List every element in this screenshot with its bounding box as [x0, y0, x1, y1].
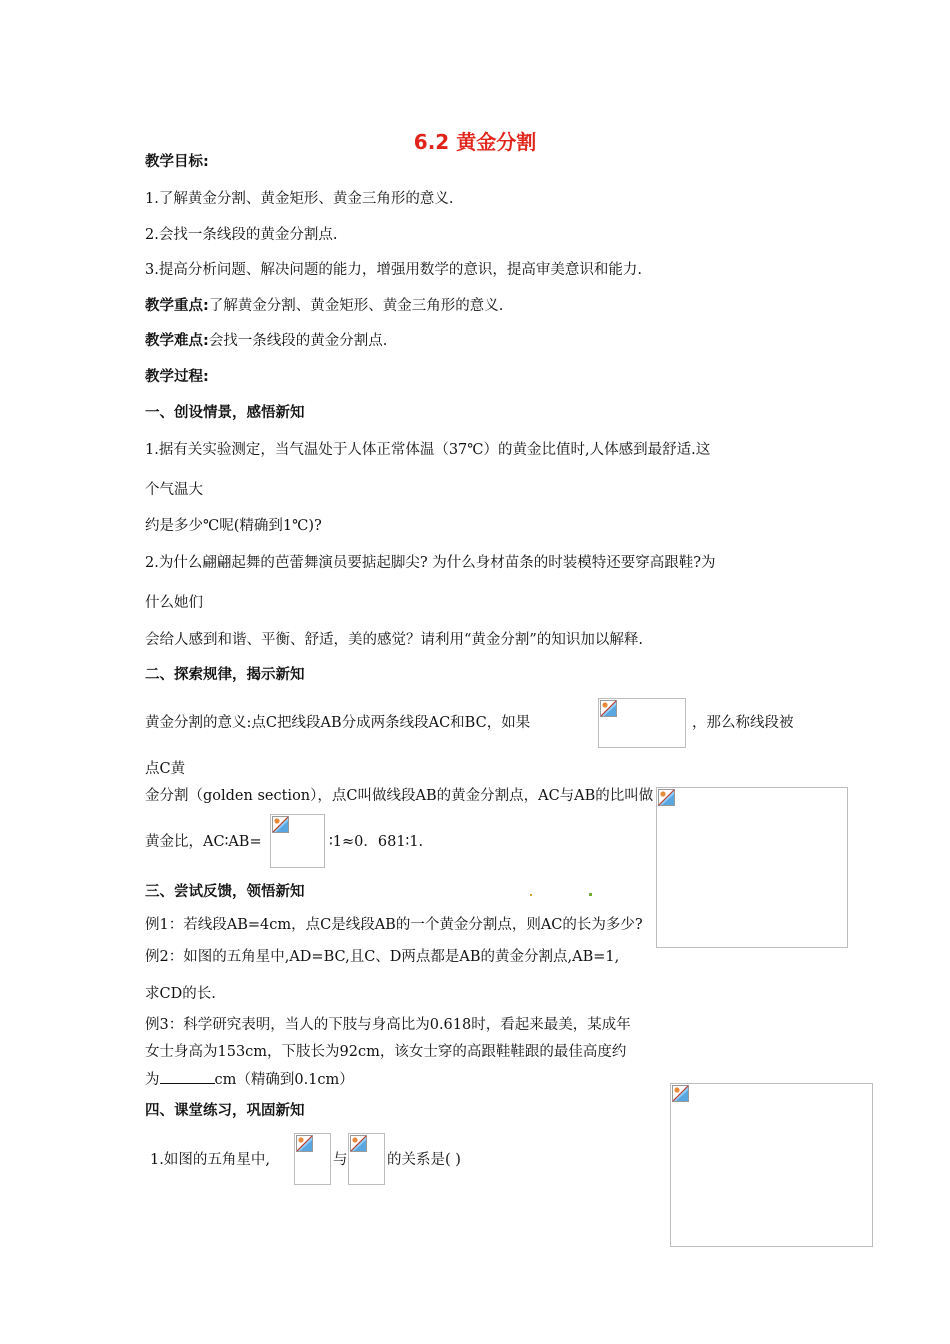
section-1-question-1-line-1: 1.据有关实验测定，当气温处于人体正常体温（37℃）的黄金比值时,人体感到最舒适.这: [145, 442, 711, 458]
practice-1-suffix: 的关系是( ): [387, 1152, 461, 1168]
section-1-question-1-line-3: 约是多少℃呢(精确到1℃)?: [145, 518, 322, 534]
example-2-line-2: 求CD的长.: [145, 986, 216, 1002]
key-points-label: 教学重点:: [145, 298, 209, 314]
golden-definition-line-1: 黄金分割的意义:点C把线段AB分成两条线段AC和BC，如果: [145, 715, 531, 731]
difficult-points: [145, 331, 387, 351]
example-3-line-1: 例3：科学研究表明，当人的下肢与身高比为0.618时，看起来最美，某成年: [145, 1017, 631, 1033]
difficult-points-text: 会找一条线段的黄金分割点.: [208, 333, 388, 349]
ratio-image-placeholder-b: [348, 1133, 385, 1185]
ratio-image-placeholder-a: [294, 1133, 331, 1185]
answer-blank: [160, 1069, 215, 1084]
section-4-heading: 四、课堂练习，巩固新知: [145, 1103, 305, 1119]
ratio-image-placeholder: [270, 814, 325, 868]
golden-definition-line-2: 点C黄: [145, 761, 186, 777]
stray-dot: [530, 894, 532, 896]
example-2-line-1: 例2：如图的五角星中,AD=BC,且C、D两点都是AB的黄金分割点,AB=1,: [145, 949, 620, 965]
formula-image-placeholder: [598, 698, 686, 748]
difficult-points-label: 教学难点:: [145, 333, 209, 349]
stray-dot: [589, 893, 592, 896]
broken-image-icon: [350, 1135, 367, 1152]
example-3-line-2: 女士身高为153cm，下肢长为92cm，该女士穿的高跟鞋鞋跟的最佳高度约: [145, 1044, 627, 1060]
section-1-question-2-line-3: 会给人感到和谐、平衡、舒适，美的感觉？请利用“黄金分割”的知识加以解释.: [145, 632, 643, 648]
section-1-question-2-line-1: 2.为什么翩翩起舞的芭蕾舞演员要掂起脚尖? 为什么身材苗条的时装模特还要穿高跟鞋?为: [145, 555, 716, 571]
process-heading: 教学过程:: [145, 369, 209, 385]
section-3-heading: 三、尝试反馈，领悟新知: [145, 884, 305, 900]
example-3-suffix: cm（精确到0.1cm）: [214, 1072, 354, 1088]
key-points-text: 了解黄金分割、黄金矩形、黄金三角形的意义.: [208, 298, 504, 314]
page-title: 6.2 黄金分割: [413, 130, 537, 154]
figure-image-placeholder-2: [670, 1083, 873, 1247]
goals-heading: 教学目标:: [145, 154, 209, 170]
section-1-question-1-line-2: 个气温大: [145, 482, 203, 498]
practice-1-prefix: 1.如图的五角星中,: [150, 1152, 270, 1168]
figure-image-placeholder-1: [656, 787, 848, 948]
golden-definition-line-3: 金分割（golden section），点C叫做线段AB的黄金分割点，AC与AB的比叫做: [145, 788, 654, 804]
broken-image-icon: [658, 789, 675, 806]
golden-definition-line-1-tail: ，那么称线段被: [692, 715, 794, 731]
practice-1-middle: 与: [333, 1152, 348, 1168]
example-3-line-3: [145, 1069, 354, 1090]
goal-1: 1.了解黄金分割、黄金矩形、黄金三角形的意义.: [145, 191, 454, 207]
broken-image-icon: [272, 816, 289, 833]
key-points: [145, 296, 503, 316]
broken-image-icon: [672, 1085, 689, 1102]
broken-image-icon: [600, 700, 617, 717]
goal-3: 3.提高分析问题、解决问题的能力，增强用数学的意识，提高审美意识和能力.: [145, 262, 642, 278]
example-1: 例1：若线段AB=4cm，点C是线段AB的一个黄金分割点，则AC的长为多少?: [145, 917, 643, 933]
section-1-question-2-line-2: 什么她们: [145, 595, 203, 611]
golden-ratio-line-b: ∶1≈0．681∶1.: [329, 834, 424, 850]
golden-ratio-line-a: 黄金比，AC∶AB=: [145, 834, 262, 850]
broken-image-icon: [296, 1135, 313, 1152]
section-2-heading: 二、探索规律，揭示新知: [145, 667, 305, 683]
example-3-prefix: 为: [145, 1072, 160, 1088]
section-1-heading: 一、创设情景，感悟新知: [145, 405, 305, 421]
goal-2: 2.会找一条线段的黄金分割点.: [145, 227, 338, 243]
